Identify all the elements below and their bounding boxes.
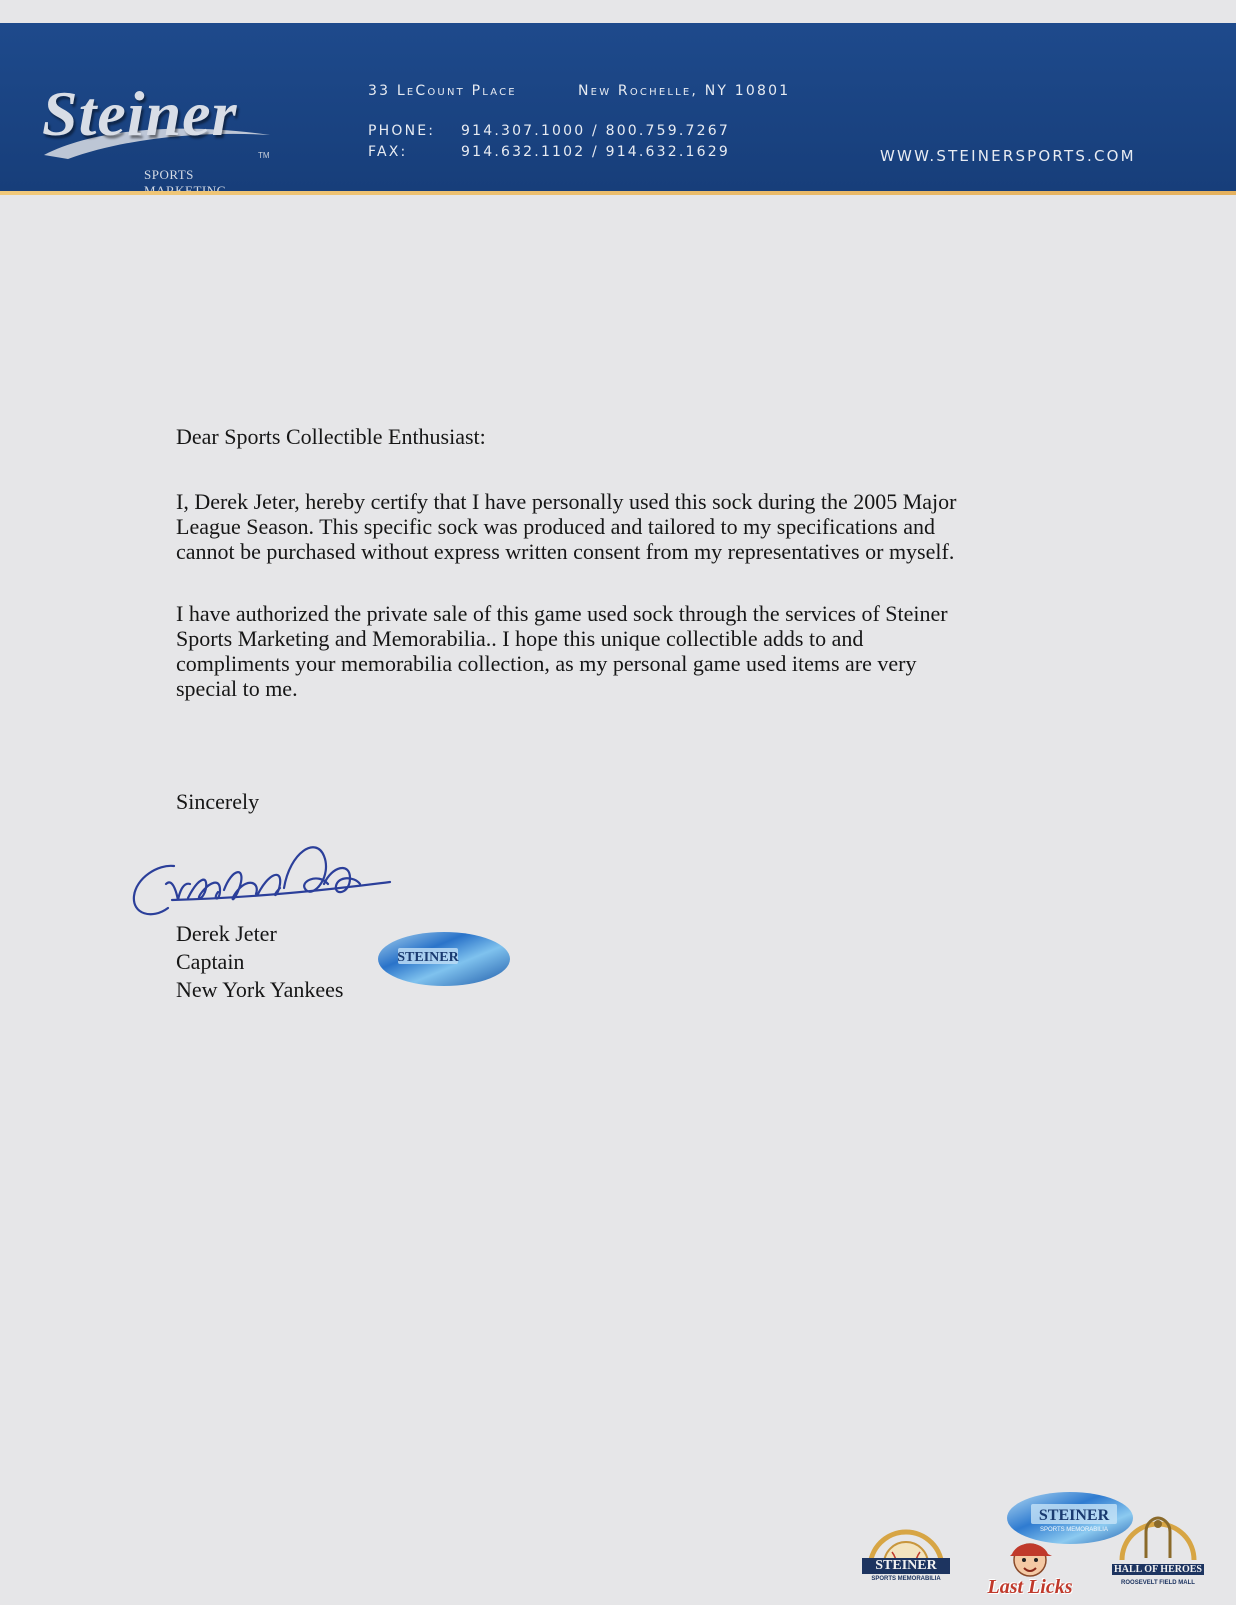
header-gold-rule	[0, 191, 1236, 195]
steiner-memorabilia-logo	[862, 1512, 950, 1596]
last-licks-logo	[980, 1538, 1080, 1600]
paragraph-line: I have authorized the private sale of this game used sock through the services of Steiner	[176, 601, 948, 626]
paragraph-line: League Season. This specific sock was produced and tailored to my specifications and	[176, 514, 935, 539]
footer-logo-label: STEINER	[862, 1558, 950, 1574]
signer-name: Derek Jeter	[176, 921, 277, 946]
letterhead-banner	[0, 23, 1236, 191]
footer-logo-label: Last Licks	[987, 1576, 1073, 1598]
header-phone-label: PHONE:	[368, 123, 436, 139]
hall-of-heroes-logo	[1112, 1514, 1204, 1598]
paragraph-line: special to me.	[176, 676, 298, 701]
header-fax: 914.632.1102 / 914.632.1629	[461, 144, 730, 160]
steiner-hologram-sticker	[376, 930, 512, 988]
signer-title: Captain	[176, 949, 245, 974]
paragraph-certification	[176, 489, 1076, 564]
footer-logo-label: HALL OF HEROES	[1112, 1564, 1204, 1575]
footer-logo-sub: ROOSEVELT FIELD MALL	[1121, 1580, 1195, 1586]
footer-logo-sub: SPORTS MEMORABILIA	[871, 1576, 941, 1582]
trophy-seal-icon	[1112, 1514, 1204, 1562]
header-phone: 914.307.1000 / 800.759.7267	[461, 123, 730, 139]
footer-hologram-text: STEINER	[1038, 1507, 1110, 1524]
logo-trademark: TM	[258, 151, 270, 160]
hologram-text: STEINER	[397, 950, 459, 965]
steiner-logo	[38, 77, 278, 187]
closing: Sincerely	[176, 789, 260, 814]
paragraph-line: Sports Marketing and Memorabilia.. I hope this unique collectible adds to and	[176, 626, 864, 651]
signer-team: New York Yankees	[176, 977, 344, 1002]
header-website: WWW.STEINERSPORTS.COM	[880, 147, 1136, 165]
paragraph-line: I, Derek Jeter, hereby certify that I have personally used this sock during the 2005 Major	[176, 489, 957, 514]
footer-hologram-subtext: SPORTS MEMORABILIA	[1040, 1527, 1108, 1533]
paragraph-line: compliments your memorabilia collection, as my personal game used items are very	[176, 651, 917, 676]
header-address: 33 LeCount Place	[368, 83, 517, 99]
paragraph-authorization	[176, 601, 1076, 701]
salutation: Dear Sports Collectible Enthusiast:	[176, 424, 486, 449]
logo-subtitle: SPORTS	[144, 167, 194, 182]
header-fax-label: FAX:	[368, 144, 408, 160]
paragraph-line: cannot be purchased without express written consent from my representatives or myself.	[176, 539, 955, 564]
header-city: New Rochelle, NY 10801	[578, 83, 791, 99]
logo-wordmark: Steiner	[42, 78, 238, 149]
